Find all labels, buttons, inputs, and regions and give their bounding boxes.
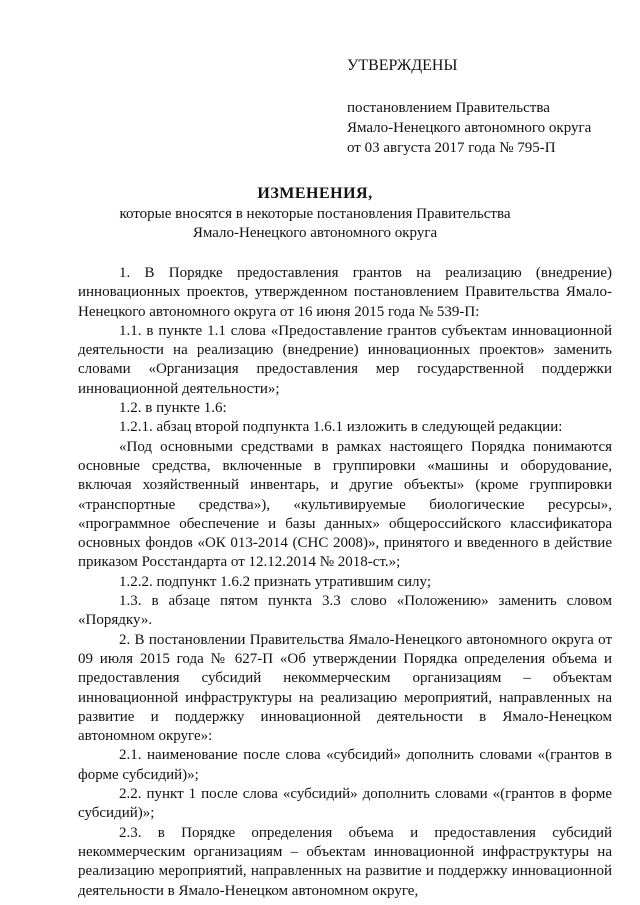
document-header — [60, 183, 570, 243]
paragraph-1: 1. В Порядке предоставления грантов на реализацию (внедрение) инновационных проектов, утвержденном постановлением Правительства Ямало-Ненецкого автономного округа от 16 июня 2015 года № 539-П: — [78, 265, 612, 320]
document-title: ИЗМЕНЕНИЯ, — [257, 185, 373, 202]
paragraph-2-1: 2.1. наименование после слова «субсидий» дополнить словами «(грантов в форме субсидий)»; — [78, 747, 612, 783]
paragraph-2-3: 2.3. в Порядке определения объема и предоставления субсидий некоммерческим организациям – объектам инновационной инфраструктуры на реализацию мероприятий, направленных на развитие и поддержку инновационной деятельности в Ямало-Ненецком автономном округе, — [78, 824, 612, 899]
approval-line-1: постановлением Правительства — [347, 100, 550, 116]
paragraph-2-2: 2.2. пункт 1 после слова «субсидий» дополнить словами «(грантов в форме субсидий)»; — [78, 786, 612, 822]
approval-title: УТВЕРЖДЕНЫ — [347, 57, 458, 74]
document-subtitle-line-2: Ямало-Ненецкого автономного округа — [192, 225, 438, 241]
paragraph-1-1: 1.1. в пункте 1.1 слова «Предоставление грантов субъектам инновационной деятельности на реализацию (внедрение) инновационных проектов» заменить словами «Организация предоставления мер государственной поддержки инновационной деятельности»; — [78, 322, 612, 397]
paragraph-1-2-2: 1.2.2. подпункт 1.6.2 признать утратившим силу; — [119, 573, 431, 590]
paragraph-1-2: 1.2. в пункте 1.6: — [119, 400, 227, 417]
approval-line-3: от 03 августа 2017 года № 795-П — [347, 140, 556, 156]
paragraph-2: 2. В постановлении Правительства Ямало-Ненецкого автономного округа от 09 июля 2015 года № 627-П «Об утверждении Порядка определения объема и предоставления субсидий некоммерческим организациям – объектам инновационной инфраструктуры на реализацию мероприятий, направленных на развитие и поддержку инновационной деятельности в Ямало-Ненецком автономном округе»: — [78, 631, 612, 745]
approval-line-2: Ямало-Ненецкого автономного округа — [347, 120, 592, 136]
paragraph-quote: «Под основными средствами в рамках настоящего Порядка понимаются основные средства, включенные в группировки «машины и оборудование, включая хозяйственный инвентарь, и другие объекты» (кроме группировки «транспортные средства»), «культивируемые биологические ресурсы», «программное обеспечение и базы данных» общероссийского классификатора основных фондов «ОК 013-2014 (СНС 2008)», принятого и введенного в действие приказом Росстандарта от 12.12.2014 № 2018-ст.»; — [78, 438, 612, 571]
document-subtitle-line-1: которые вносятся в некоторые постановления Правительства — [119, 206, 511, 222]
paragraph-1-3: 1.3. в абзаце пятом пункта 3.3 слово «Положению» заменить словом «Порядку». — [78, 593, 612, 629]
document-body — [78, 264, 612, 901]
approval-block — [347, 56, 627, 158]
paragraph-1-2-1: 1.2.1. абзац второй подпункта 1.6.1 изложить в следующей редакции: — [119, 419, 563, 436]
